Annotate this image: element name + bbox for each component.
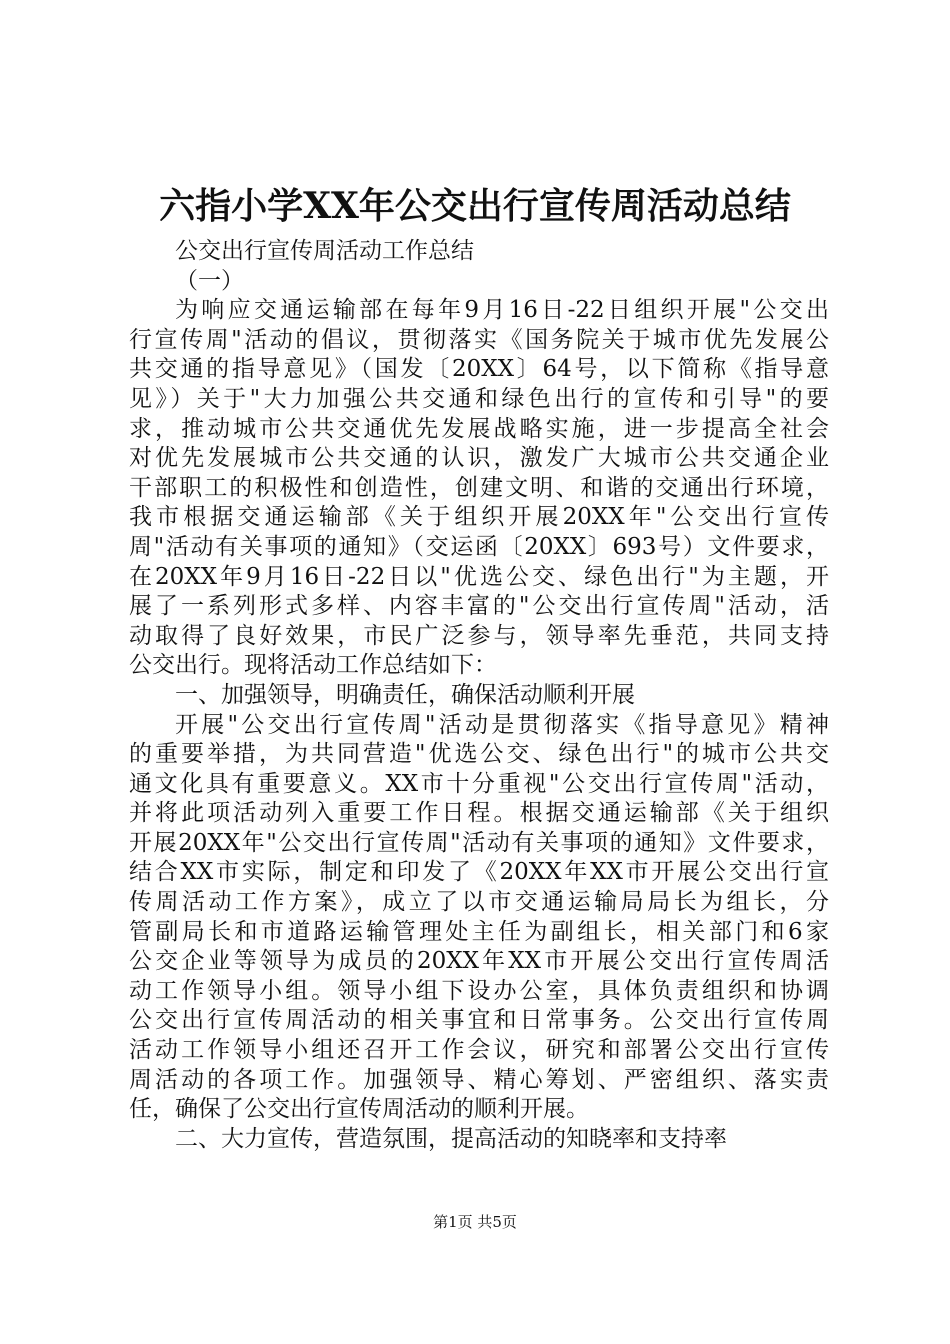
section-heading: 二、大力宣传，营造氛围，提高活动的知晓率和支持率 — [175, 1125, 727, 1152]
paragraph-line: 行宣传周"活动的倡议，贯彻落实《国务院关于城市优先发展公 — [129, 326, 829, 353]
paragraph-line: 管副局长和市道路运输管理处主任为副组长，相关部门和6家 — [129, 918, 829, 945]
paragraph-line: 展了一系列形式多样、内容丰富的"公交出行宣传周"活动，活 — [129, 593, 829, 620]
document-title: 六指小学XX年公交出行宣传周活动总结 — [159, 185, 791, 227]
paragraph-line: 的重要举措，为共同营造"优选公交、绿色出行"的城市公共交 — [129, 741, 829, 768]
paragraph-line: 对优先发展城市公共交通的认识，激发广大城市公共交通企业 — [129, 445, 829, 472]
paragraph-line: 求，推动城市公共交通优先发展战略实施，进一步提高全社会 — [129, 415, 829, 442]
paragraph-line: 见》）关于"大力加强公共交通和绿色出行的宣传和引导"的要 — [129, 385, 829, 412]
section-heading: 一、加强领导，明确责任，确保活动顺利开展 — [175, 681, 635, 708]
section-marker-line: （一） — [175, 267, 244, 294]
paragraph-line: 公交出行宣传周活动的相关事宜和日常事务。公交出行宣传周 — [129, 1007, 829, 1034]
paragraph-line: 并将此项活动列入重要工作日程。根据交通运输部《关于组织 — [129, 800, 829, 827]
paragraph-line: 干部职工的积极性和创造性，创建文明、和谐的交通出行环境， — [129, 474, 829, 501]
paragraph-line: 任，确保了公交出行宣传周活动的顺利开展。 — [129, 1096, 589, 1123]
paragraph-line: 周活动的各项工作。加强领导、精心筹划、严密组织、落实责 — [129, 1066, 829, 1093]
paragraph-line: 动取得了良好效果，市民广泛参与，领导率先垂范，共同支持 — [129, 622, 829, 649]
subtitle-line: 公交出行宣传周活动工作总结 — [175, 238, 474, 264]
paragraph-line: 开展"公交出行宣传周"活动是贯彻落实《指导意见》精神 — [175, 711, 829, 738]
document-body — [129, 237, 829, 1154]
paragraph-line: 公交出行。现将活动工作总结如下： — [129, 652, 497, 679]
paragraph-line: 开展20XX年"公交出行宣传周"活动有关事项的通知》文件要求， — [129, 829, 829, 856]
page-number-footer: 第1页 共5页 — [433, 1213, 517, 1231]
paragraph-line: 共交通的指导意见》（国发〔20XX〕64号，以下简称《指导意 — [129, 356, 829, 383]
paragraph-line: 为响应交通运输部在每年9月16日-22日组织开展"公交出 — [175, 297, 829, 324]
paragraph-line: 周"活动有关事项的通知》（交运函〔20XX〕693号）文件要求， — [129, 533, 829, 560]
paragraph-line: 我市根据交通运输部《关于组织开展20XX年"公交出行宣传 — [129, 504, 829, 531]
paragraph-line: 活动工作领导小组还召开工作会议，研究和部署公交出行宣传 — [129, 1037, 829, 1064]
paragraph-line: 通文化具有重要意义。XX市十分重视"公交出行宣传周"活动， — [129, 770, 829, 797]
paragraph-line: 结合XX市实际，制定和印发了《20XX年XX市开展公交出行宣 — [129, 859, 829, 886]
paragraph-line: 传周活动工作方案》，成立了以市交通运输局局长为组长，分 — [129, 889, 829, 916]
paragraph-line: 在20XX年9月16日-22日以"优选公交、绿色出行"为主题，开 — [129, 563, 829, 590]
paragraph-line: 动工作领导小组。领导小组下设办公室，具体负责组织和协调 — [129, 977, 829, 1004]
paragraph-line: 公交企业等领导为成员的20XX年XX市开展公交出行宣传周活 — [129, 948, 829, 975]
